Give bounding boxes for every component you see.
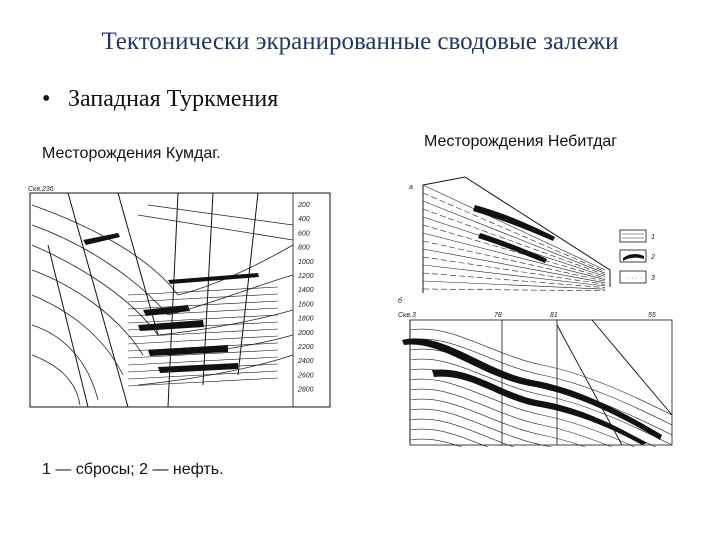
bullet-text: Западная Туркмения [68,86,279,112]
panel-a-label: а [409,184,413,191]
nebitdag-section-b [392,295,674,447]
depth-label: 2600 [298,372,314,380]
nebitdag-section-a [405,175,667,293]
kumdag-cross-section [28,185,334,411]
well-label-1: Скв.3 [398,312,416,319]
legend-item-3: 3 [651,275,655,282]
svg-text:· · · ·: · · · · [627,275,643,282]
well-label: Скв.236 [28,186,54,193]
bullet-item [42,86,278,113]
legend-note: 1 — сбросы; 2 — нефть. [42,461,224,478]
depth-label: 400 [298,216,310,224]
fault-lines [48,193,258,407]
legend-item-2: 2 [651,254,655,261]
left-figure-caption: Месторождения Кумдаг. [42,145,221,162]
depth-label: 2000 [298,329,314,337]
depth-label: 1000 [298,258,314,266]
depth-label: 800 [298,244,310,252]
panel-a-strata [423,177,610,293]
depth-label: 1400 [298,287,314,295]
bullet-dot-icon: • [42,86,51,112]
depth-label: 1600 [298,301,314,309]
well-label-2: 78 [494,312,502,319]
right-figure-caption: Месторождения Небитдаг [424,133,618,150]
depth-label: 2400 [298,358,314,366]
depth-scale [293,193,330,407]
oil-bodies [83,233,259,373]
depth-label: 600 [298,230,310,238]
hatched-block [128,287,278,386]
depth-label: 2800 [298,386,314,394]
slide-title: Тектонически экранированные сводовые залежи [101,28,619,55]
panel-a-oil [473,205,555,263]
legend-item-1: 1 [651,234,655,241]
panel-a-legend [620,230,655,283]
depth-label: 200 [298,202,310,209]
panel-b-label: б [398,298,402,305]
well-label-3: 81 [550,312,558,319]
depth-label: 1800 [298,315,314,323]
well-label-4: 55 [648,312,656,319]
depth-label: 2200 [298,344,314,351]
depth-label: 1200 [298,273,314,280]
